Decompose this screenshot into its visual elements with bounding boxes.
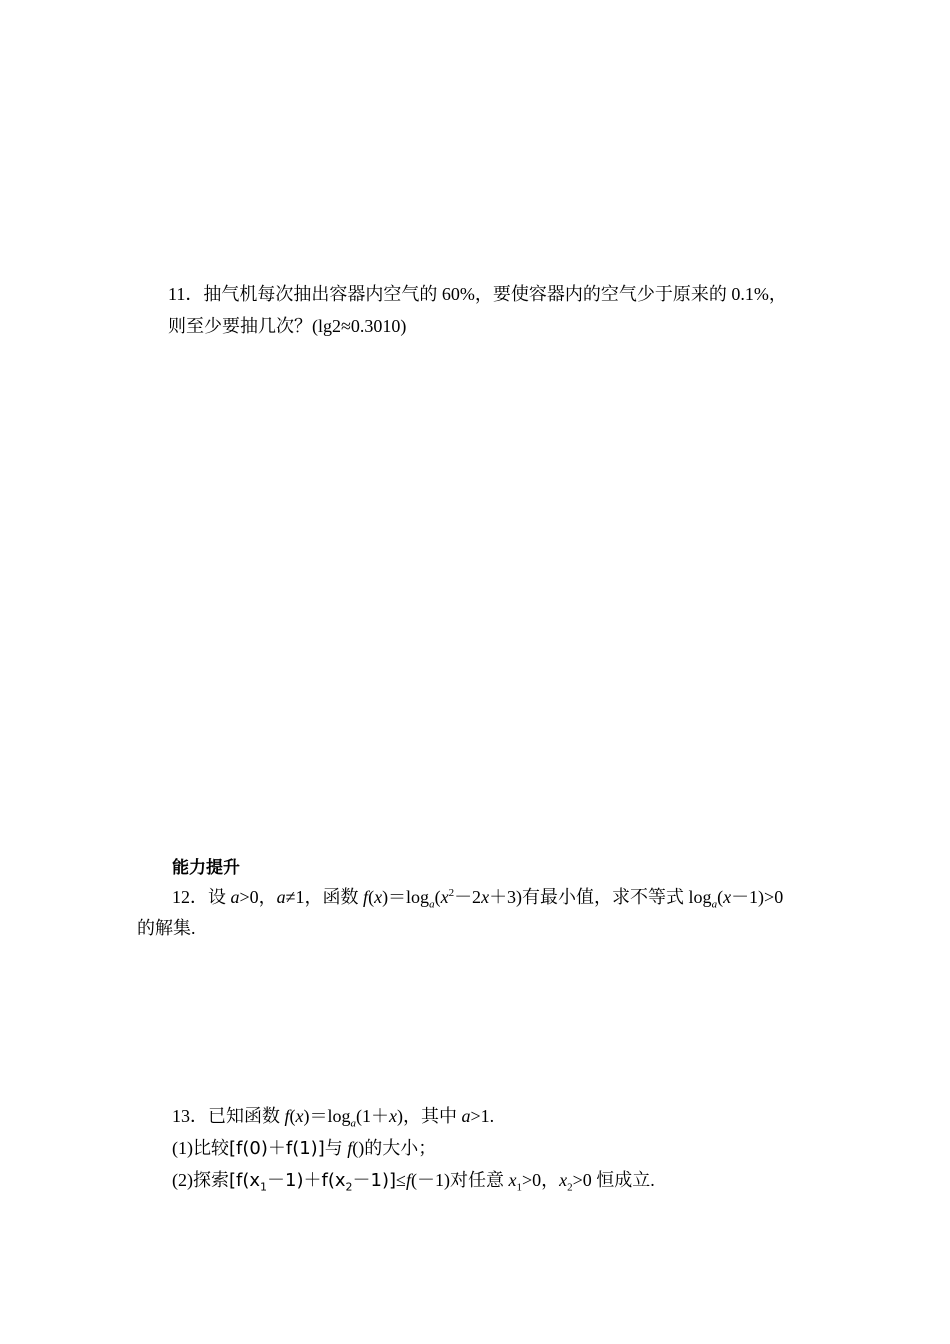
bracket-part: －1)] xyxy=(352,1170,397,1191)
section-title: 能力提升 xyxy=(172,858,240,878)
bracket-expression: [f(0)＋f(1)] xyxy=(229,1138,325,1159)
var-a: a xyxy=(276,887,286,907)
q13-text: (－1)对任意 xyxy=(410,1170,509,1190)
q13-line-2 xyxy=(172,1136,436,1161)
q13-text: >0， xyxy=(521,1170,560,1190)
q12-text: －1)>0 xyxy=(731,887,784,907)
bracket-expression xyxy=(229,1170,397,1194)
q13-line-1 xyxy=(172,1104,494,1128)
var-f: f xyxy=(284,1106,290,1126)
q13-text: 13．已知函数 xyxy=(172,1106,285,1126)
q13-text: >1. xyxy=(470,1106,495,1126)
var-a: a xyxy=(461,1106,471,1126)
q12-text: 12．设 xyxy=(172,887,231,907)
subscript: 2 xyxy=(567,1181,573,1194)
bracket-part: [f(x xyxy=(229,1170,261,1191)
subscript: 2 xyxy=(345,1180,353,1194)
log-base: a xyxy=(350,1117,357,1130)
var-x: x xyxy=(481,887,490,907)
q13-text: (1＋ xyxy=(356,1106,390,1126)
q13-text: (2)探索 xyxy=(172,1170,229,1190)
var-x: x xyxy=(440,887,449,907)
log-base: a xyxy=(711,898,718,911)
q12-text: －2 xyxy=(454,887,482,907)
var-x: x xyxy=(559,1170,568,1190)
var-x: x xyxy=(374,887,383,907)
q12-text: )＝log xyxy=(382,887,430,907)
q12-text: ( xyxy=(368,887,375,907)
q12-line-2: 的解集. xyxy=(137,918,196,938)
q13-text: >0 恒成立. xyxy=(572,1170,655,1190)
log-base: a xyxy=(429,898,435,911)
q13-text: ( xyxy=(289,1106,296,1126)
q13-text: 与 xyxy=(324,1138,348,1158)
var-x: x xyxy=(723,887,732,907)
q13-text: ()的大小； xyxy=(352,1138,437,1158)
var-f: f xyxy=(405,1170,411,1190)
q13-text: )，其中 xyxy=(397,1106,462,1126)
q13-text: )＝log xyxy=(303,1106,351,1126)
subscript: 1 xyxy=(260,1180,268,1194)
q13-text: ≤ xyxy=(396,1170,406,1190)
q12-text: >0， xyxy=(239,887,277,907)
q12-text: ( xyxy=(717,887,724,907)
var-a: a xyxy=(230,887,240,907)
var-x: x xyxy=(508,1170,517,1190)
var-f: f xyxy=(347,1138,353,1158)
q11-line-2: 则至少要抽几次？(lg2≈0.3010) xyxy=(168,316,407,336)
q12-text: ( xyxy=(434,887,441,907)
q12-line-1 xyxy=(172,885,783,909)
q13-line-3 xyxy=(172,1168,655,1193)
bracket-part: －1)＋f(x xyxy=(267,1170,346,1191)
q13-text: (1)比较 xyxy=(172,1138,229,1158)
q12-text: ≠1，函数 xyxy=(285,887,364,907)
q11-line-1: 11．抽气机每次抽出容器内空气的 60%，要使容器内的空气少于原来的 0.1%， xyxy=(168,284,787,304)
subscript: 1 xyxy=(516,1181,522,1194)
exponent: 2 xyxy=(448,887,455,899)
var-x: x xyxy=(295,1106,304,1126)
q12-text: ＋3)有最小值，求不等式 log xyxy=(489,887,712,907)
var-f: f xyxy=(363,887,369,907)
var-x: x xyxy=(389,1106,398,1126)
